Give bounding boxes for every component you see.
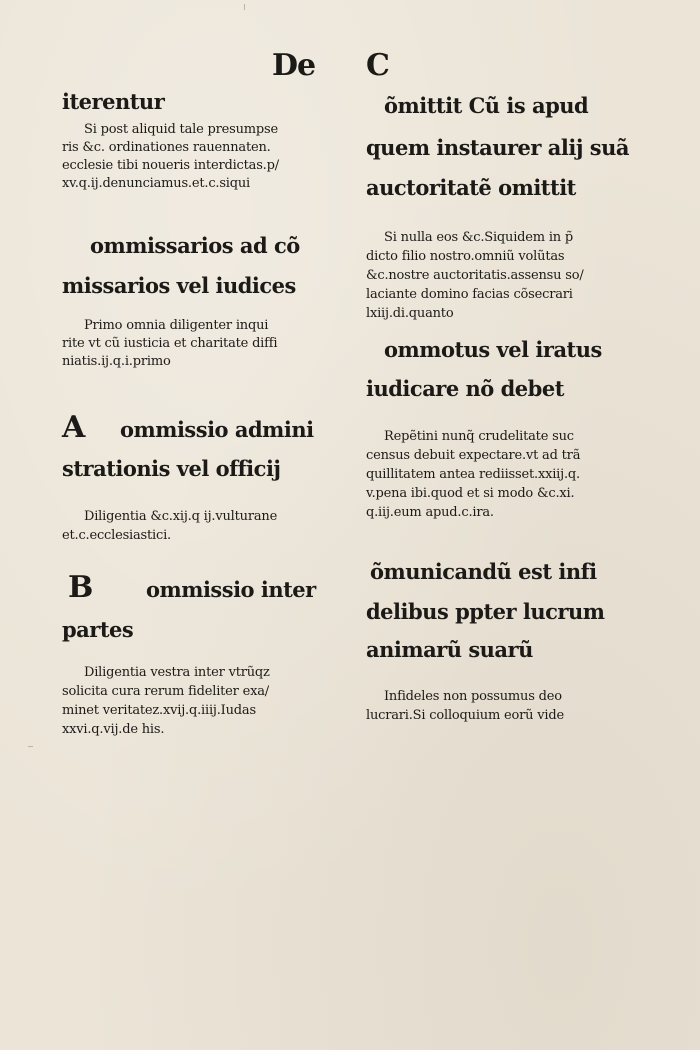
right-text-line: Repẽtini nunq̃ crudelitate suc bbox=[384, 429, 574, 444]
running-head: De bbox=[272, 48, 316, 83]
left-text-line: Diligentia &c.xij.q ij.vulturane bbox=[84, 509, 278, 524]
right-heading-0-line: quem instaurer alij suã bbox=[366, 135, 629, 160]
left-text-line: Si post aliquid tale presumpse bbox=[84, 122, 278, 137]
right-text-line: dicto filio nostro.omniũ volũtas bbox=[366, 249, 565, 264]
left-text-line: ris &c. ordinationes rauennaten. bbox=[62, 140, 271, 155]
left-text-line: niatis.ij.q.i.primo bbox=[62, 354, 171, 369]
right-text-line: lucrari.Si colloquium eorũ vide bbox=[366, 708, 564, 723]
left-text-line: ecclesie tibi noueris interdictas.p/ bbox=[62, 158, 279, 173]
heading-text: ommissio inter bbox=[146, 577, 316, 602]
right-text-line: quillitatem antea rediisset.xxiij.q. bbox=[366, 467, 580, 482]
right-text-line: &c.nostre auctoritatis.assensu so/ bbox=[366, 268, 584, 283]
left-heading-0: iterentur bbox=[62, 89, 165, 114]
right-heading-0-line: auctoritatẽ omittit bbox=[366, 175, 576, 200]
right-heading-2-line: delibus ppter lucrum bbox=[366, 599, 605, 624]
right-text-line: laciante domino facias cõsecrari bbox=[366, 287, 573, 302]
right-text-line: Si nulla eos &c.Siquidem in p̃ bbox=[384, 230, 574, 245]
left-heading-2-line bbox=[62, 410, 314, 445]
left-text-line: et.c.ecclesiastici. bbox=[62, 528, 171, 543]
right-text-line: v.pena ibi.quod et si modo &c.xi. bbox=[366, 486, 575, 501]
right-heading-1-line: ommotus vel iratus bbox=[384, 337, 602, 362]
left-text-line: Primo omnia diligenter inqui bbox=[84, 318, 269, 333]
left-heading-3-line: partes bbox=[62, 617, 134, 642]
right-column-initial: C bbox=[366, 48, 390, 83]
right-text-line: q.iij.eum apud.c.ira. bbox=[366, 505, 494, 520]
left-text-line: solicita cura rerum fideliter exa/ bbox=[62, 684, 269, 699]
left-text-line: xxvi.q.vij.de his. bbox=[62, 722, 165, 737]
left-heading-2-line: strationis vel officij bbox=[62, 456, 281, 481]
left-heading-3-line bbox=[68, 570, 316, 605]
initial-capital: A bbox=[62, 410, 85, 445]
left-heading-1-line: missarios vel iudices bbox=[62, 273, 296, 298]
right-heading-2-line: animarũ suarũ bbox=[366, 637, 533, 662]
left-text-line: rite vt cũ iusticia et charitate diffi bbox=[62, 336, 278, 351]
initial-capital: B bbox=[68, 570, 93, 605]
left-text-line: minet veritatez.xvij.q.iiij.Iudas bbox=[62, 703, 256, 718]
left-heading-1-line: ommissarios ad cõ bbox=[90, 233, 300, 258]
paper-speck bbox=[28, 746, 33, 747]
right-text-line: census debuit expectare.vt ad trã bbox=[366, 448, 581, 463]
right-heading-1-line: iudicare nõ debet bbox=[366, 376, 564, 401]
left-text-line: Diligentia vestra inter vtrũqz bbox=[84, 665, 270, 680]
left-text-line: xv.q.ij.denunciamus.et.c.siqui bbox=[62, 176, 251, 191]
right-heading-2-line: õmunicandũ est infi bbox=[370, 559, 597, 584]
right-text-line: Infideles non possumus deo bbox=[384, 689, 562, 704]
paper-speck bbox=[244, 4, 245, 10]
heading-text: ommissio admini bbox=[120, 417, 314, 442]
right-text-line: lxiij.di.quanto bbox=[366, 306, 454, 321]
right-heading-0-line: õmittit Cũ is apud bbox=[384, 93, 589, 118]
